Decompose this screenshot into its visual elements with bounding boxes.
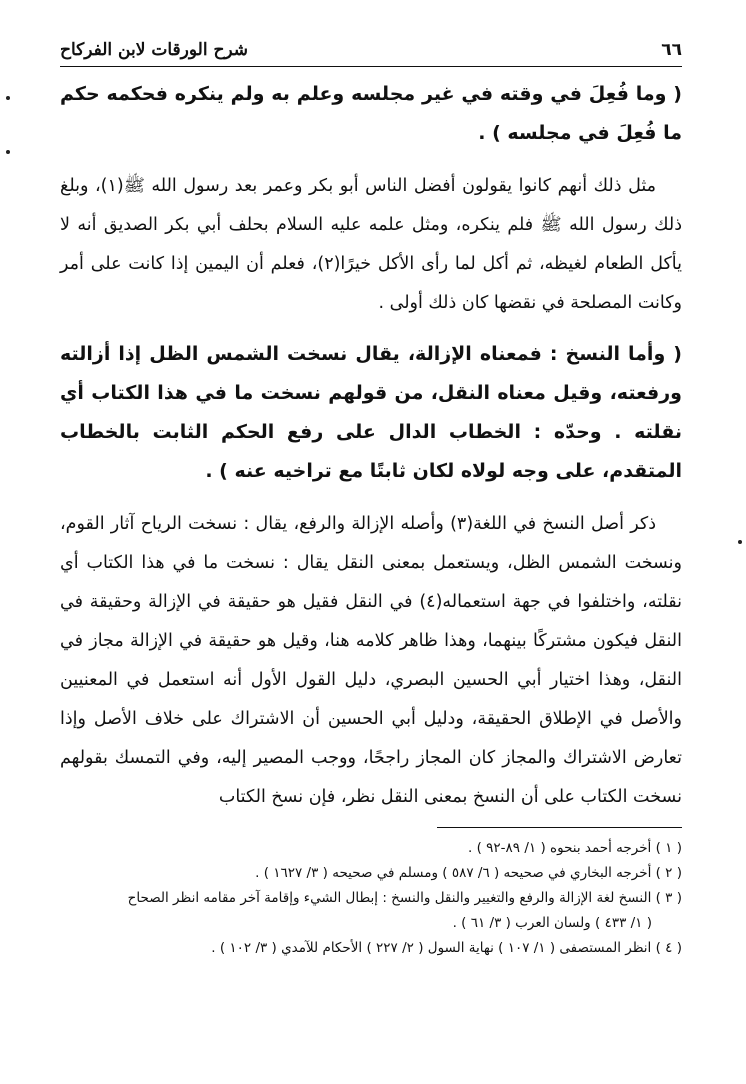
book-title: شرح الورقات لابن الفركاح: [60, 40, 249, 60]
footnote-4: ( ٤ ) انظر المستصفى ( ١/ ١٠٧ ) نهاية السول ( ٢/ ٢٢٧ ) الأحكام للآمدي ( ٣/ ١٠٢ ) .: [211, 940, 682, 956]
footnote-2: ( ٢ ) أخرجه البخاري في صحيحه ( ٦/ ٥٨٧ ) ومسلم في صحيحه ( ٣/ ١٦٢٧ ) .: [255, 865, 682, 881]
page-header: [60, 40, 682, 67]
main-text: [60, 75, 682, 817]
scan-mark-right: [738, 540, 742, 544]
footnote-3-continued: ( ١/ ٤٣٣ ) ولسان العرب ( ٣/ ٦١ ) .: [452, 915, 652, 931]
footnotes: [60, 836, 682, 961]
matn-paragraph: ( وما فُعِلَ في وقته في غير مجلسه وعلم به ولم ينكره فحكمه حكم ما فُعِلَ في مجلسه ) .: [60, 83, 682, 144]
footnote-separator: [437, 827, 682, 836]
book-page: [60, 40, 682, 961]
sharh-paragraph: مثل ذلك أنهم كانوا يقولون أفضل الناس أبو بكر وعمر بعد رسول الله ﷺ(١)، وبلغ ذلك رسول الله ﷺ فلم ينكره، ومثل علمه عليه السلام بحلف أبي بكر الصديق أنه لا يأكل الطعام لغيظه، ثم أكل لما رأى الأكل خيرًا(٢)، فعلم أن اليمين إذا كانت على أمر وكانت المصلحة في نقضها كان ذلك أولى .: [60, 176, 683, 313]
sharh-paragraph: ذكر أصل النسخ في اللغة(٣) وأصله الإزالة والرفع، يقال : نسخت الرياح آثار القوم، ونسخت الشمس الظل، ويستعمل بمعنى النقل يقال : نسخت ما في هذا الكتاب أي نقلته، واختلفوا في جهة استعماله(٤) في النقل فقيل هو حقيقة في الإزالة وحقيقة في النقل فيكون مشتركًا بينهما، وهذا ظاهر كلامه هنا، وقيل هو حقيقة في الإزالة مجاز في النقل، وهذا اختيار أبي الحسين البصري، دليل القول الأول أنه استعمل في المعنيين والأصل في الإطلاق الحقيقة، ودليل أبي الحسين أن الاشتراك على خلاف الأصل وإذا تعارض الاشتراك والمجاز كان المجاز راجحًا، ووجب المصير إليه، وفي التمسك بقولهم نسخت الكتاب على أن النسخ بمعنى النقل نظر، فإن نسخ الكتاب: [60, 514, 682, 807]
matn-paragraph: ( وأما النسخ : فمعناه الإزالة، يقال نسخت الشمس الظل إذا أزالته ورفعته، وقيل معناه النقل، من قولهم نسخت ما في هذا الكتاب أي نقلته . وحدّه : الخطاب الدال على رفع الحكم الثابت بالخطاب المتقدم، على وجه لولاه لكان ثابتًا مع تراخيه عنه ) .: [60, 343, 682, 482]
footnote-1: ( ١ ) أخرجه أحمد بنحوه ( ١/ ٨٩-٩٢ ) .: [468, 840, 682, 856]
scan-mark-middle: [6, 150, 10, 154]
scan-mark-top: [6, 96, 10, 100]
footnote-3: ( ٣ ) النسخ لغة الإزالة والرفع والتغيير والنقل والنسخ : إبطال الشيء وإقامة آخر مقامه انظر الصحاح: [127, 890, 682, 906]
page-number: ٦٦: [661, 40, 682, 60]
